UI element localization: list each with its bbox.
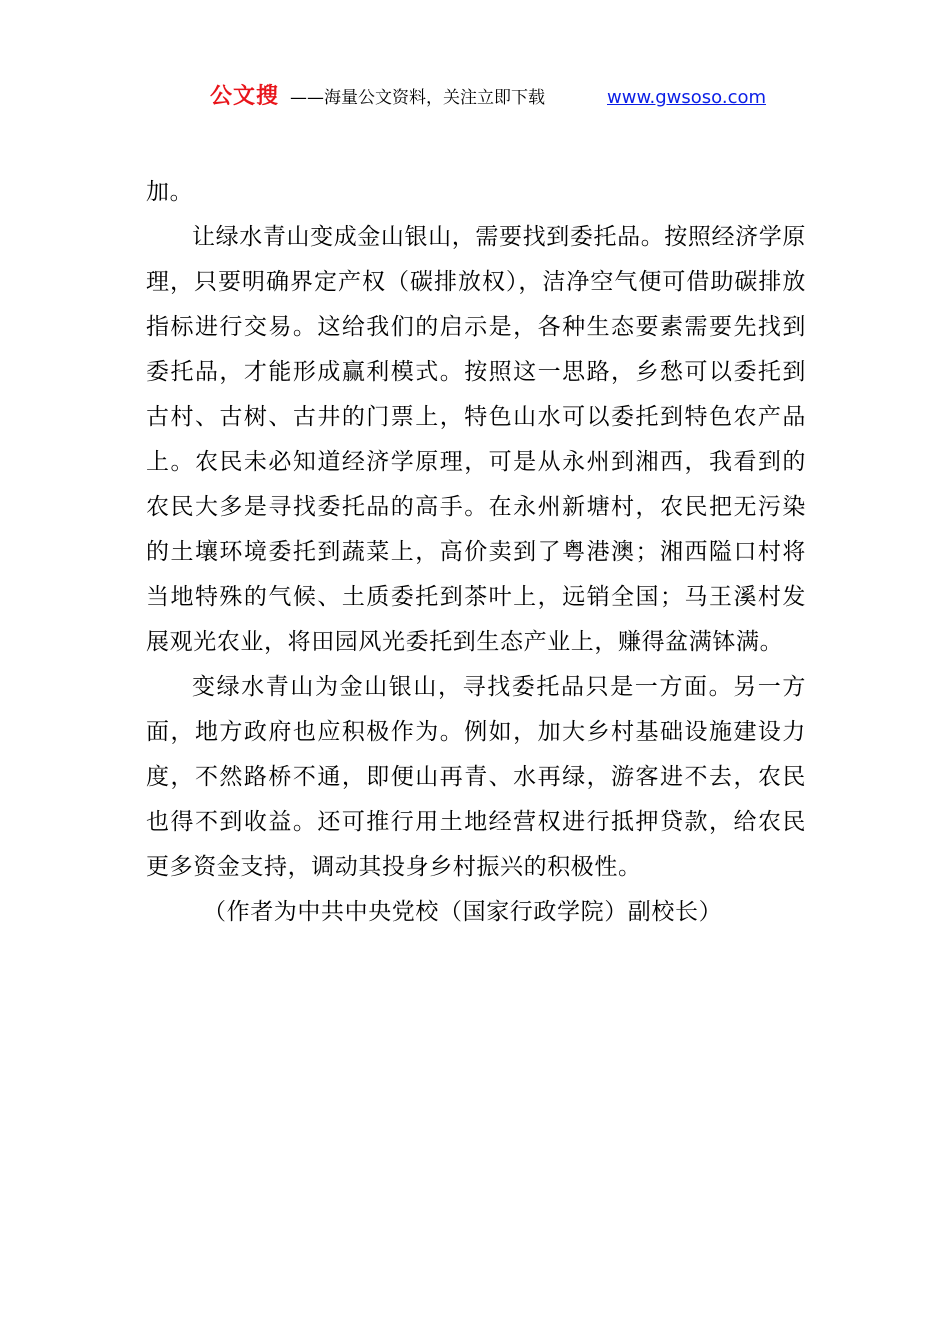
website-link[interactable]: www.gwsoso.com <box>607 87 767 108</box>
paragraph-continuation: 加。 <box>146 179 194 205</box>
header-tagline: ——海量公文资料，关注立即下载 <box>290 88 545 108</box>
brand-logo-text: 公文搜 <box>210 84 280 109</box>
paragraph: 变绿水青山为金山银山，寻找委托品只是一方面。另一方面，地方政府也应积极作为。例如，加大乡村基础设施建设力度，不然路桥不通，即便山再青、水再绿，游客进不去，农民也得不到收益。还可推行用土地经营权进行抵押贷款，给农民更多资金支持，调动其投身乡村振兴的积极性。 <box>146 674 806 880</box>
article-body <box>146 170 806 935</box>
paragraph: 让绿水青山变成金山银山，需要找到委托品。按照经济学原理，只要明确界定产权（碳排放权），洁净空气便可借助碳排放指标进行交易。这给我们的启示是，各种生态要素需要先找到委托品，才能形成赢利模式。按照这一思路，乡愁可以委托到古村、古树、古井的门票上，特色山水可以委托到特色农产品上。农民未必知道经济学原理，可是从永州到湘西，我看到的农民大多是寻找委托品的高手。在永州新塘村，农民把无污染的土壤环境委托到蔬菜上，高价卖到了粤港澳；湘西隘口村将当地特殊的气候、土质委托到茶叶上，远销全国；马王溪村发展观光农业，将田园风光委托到生态产业上，赚得盆满钵满。 <box>146 224 806 655</box>
author-signature: （作者为中共中央党校（国家行政学院）副校长） <box>203 899 723 925</box>
page-header <box>0 82 950 116</box>
